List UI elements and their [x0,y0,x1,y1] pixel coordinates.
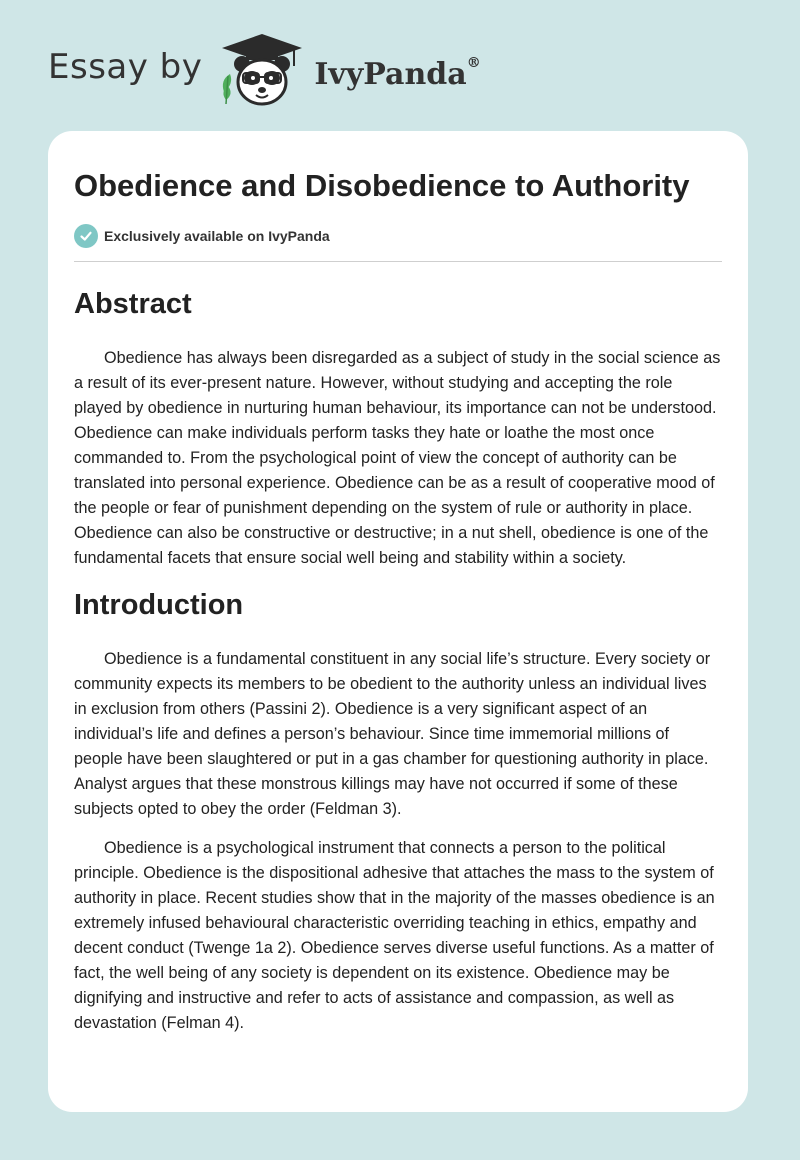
site-header [48,30,481,110]
title-divider [74,261,722,262]
ivypanda-brand[interactable] [314,54,481,92]
exclusive-badge-label: Exclusively available on IvyPanda [104,228,330,244]
essay-title: Obedience and Disobedience to Authority [74,168,690,203]
section-abstract [74,286,722,571]
section-heading: Introduction [74,589,244,621]
essay-by-label: Essay by [48,47,203,87]
brand-name-text: IvyPanda [314,56,467,92]
panda-graduate-logo-icon[interactable] [216,30,308,110]
section-introduction [74,587,722,1036]
paragraph: Obedience is a psychological instrument that connects a person to the political principle. Obedience is the dispositional adhesive that attaches the mass to the system of authority in place. Recent studies show that in the majority of the masses obedience is an extremely infused behavioural characteristic overriding teaching in ethics, empathy and decent conduct (Twenge 1a 2). Obedience serves diverse useful functions. As a matter of fact, the well being of any society is dependent on its existence. Obedience may be dignifying and instructive and refer to acts of assistance and compassion, as well as devastation (Felman 4). [74,839,715,1032]
section-heading: Abstract [74,288,192,320]
paragraph: Obedience is a fundamental constituent in any social life’s structure. Every society or community expects its members to be obedient to the authority unless an individual lives in exclusion from others (Passini 2). Obedience is a very significant aspect of an individual’s life and defines a person’s behaviour. Since time immemorial millions of people have been slaughtered or put in a gas chamber for questioning authority in place. Analyst argues that these monstrous killings may have not occurred if some of these subjects opted to obey the order (Feldman 3). [74,650,711,818]
paragraph: Obedience has always been disregarded as a subject of study in the social science as a result of its ever-present nature. However, without studying and accepting the role played by obedience in nurturing human behaviour, its importance can not be understood. Obedience can make individuals perform tasks they hate or loathe the most once commanded to. From the psychological point of view the concept of authority can be translated into personal experience. Obedience can be as a result of cooperative mood of the people or fear of punishment depending on the system of rule or authority in place. Obedience can also be constructive or destructive; in a nut shell, obedience is one of the fundamental facets that ensure social well being and stability within a society. [74,349,721,567]
exclusive-badge [74,223,722,249]
check-circle-icon [74,224,98,248]
essay-card [48,131,748,1112]
registered-mark: ® [466,54,481,71]
